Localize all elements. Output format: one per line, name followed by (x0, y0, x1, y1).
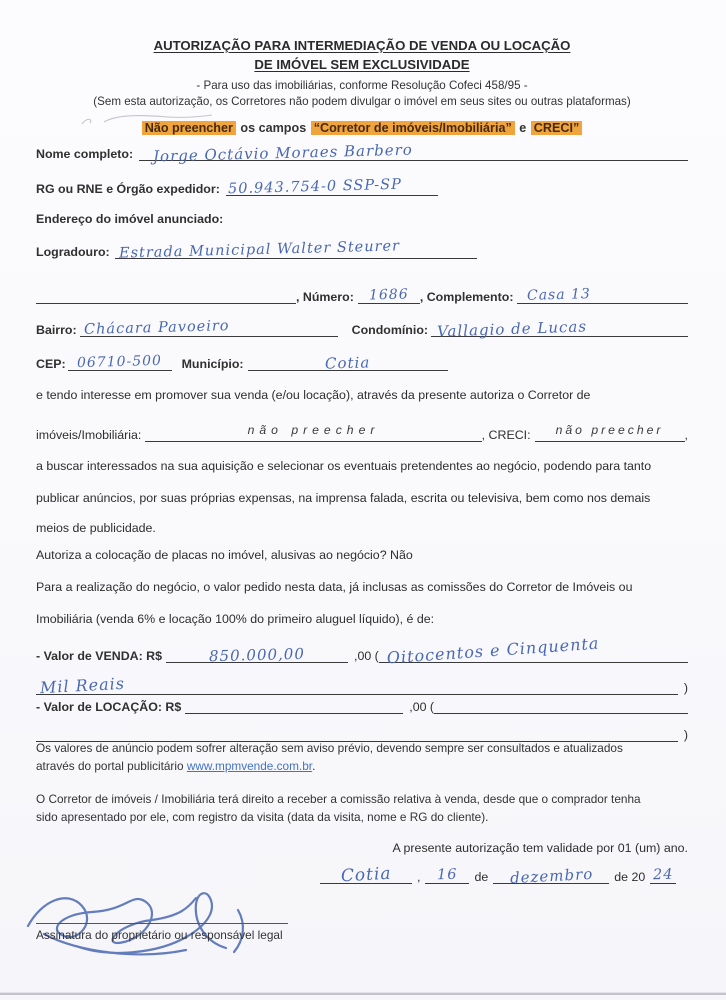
notice-highlight-2: “Corretor de imóveis/Imobiliária” (311, 121, 515, 135)
locacao-cents-label: ,00 ( (409, 700, 435, 714)
paragraph-portal-line2 (36, 758, 688, 776)
field-bairro-condominio (36, 317, 688, 341)
paragraph-validade-text: A presente autorização tem validade por 01 (um) ano. (392, 841, 688, 855)
cep-label: CEP: (36, 357, 66, 371)
signature-caption (36, 927, 688, 945)
paragraph-comissao-line2: sido apresentado por ele, com registro da visita (data da visita, nome e RG do cliente). (36, 809, 489, 824)
paragraph-placas-text: Autoriza a colocação de placas no imóvel, alusivas ao negócio? Não (36, 548, 413, 562)
paragraph-comissoes-text: Imobiliária (venda 6% e locação 100% do primeiro aluguel líquido), é de: (36, 612, 435, 626)
mes-handwritten-value: dezembro (509, 864, 594, 888)
logradouro-continuation-line (36, 286, 296, 304)
field-valor-venda (36, 633, 688, 668)
paragraph-interesse (36, 388, 688, 402)
valor-venda-line (166, 644, 348, 666)
paragraph-meios-text: meios de publicidade. (36, 521, 156, 535)
paragraph-valor-pedido (36, 580, 688, 594)
field-data-local (320, 863, 688, 888)
municipio-label: Município: (181, 357, 244, 371)
field-valor-venda-line2 (36, 673, 688, 698)
portal-link: www.mpmvende.com.br (186, 758, 313, 773)
locacao-extenso-line1 (434, 696, 688, 714)
signature-line (36, 906, 288, 924)
data-de2: de 20 (614, 870, 646, 884)
paragraph-validade (36, 841, 688, 855)
signature-line-row (36, 906, 288, 924)
notice-plain-2: e (515, 120, 530, 135)
complemento-line (517, 286, 688, 304)
bairro-handwritten-value: Chácara Pavoeiro (83, 318, 230, 338)
rg-line (226, 178, 438, 196)
valor-locacao-label: - Valor de LOCAÇÃO: R$ (36, 700, 182, 714)
condominio-line (431, 317, 688, 341)
endereco-section (36, 212, 688, 226)
endereco-section-label: Endereço do imóvel anunciado: (36, 212, 224, 226)
data-de1: de (474, 870, 489, 884)
cidade-line (320, 863, 412, 887)
logradouro-label: Logradouro: (36, 245, 110, 259)
field-logradouro (36, 238, 688, 262)
portal-line2-before: através do portal publicitário (36, 758, 187, 773)
nome-line (139, 140, 688, 166)
venda-extenso-handwritten-line1: Oitocentos e Cinquenta (386, 633, 600, 668)
valor-venda-handwritten-value: 850.000,00 (208, 644, 306, 666)
logradouro-line (115, 238, 477, 262)
municipio-handwritten-value: Cotia (324, 353, 371, 373)
portal-line2-after: . (312, 758, 316, 773)
field-rg (36, 178, 688, 196)
venda-close-paren: ) (683, 681, 688, 695)
field-corretor-creci (36, 424, 688, 442)
creci-typed-value: não preecher (555, 423, 664, 437)
rg-handwritten-value: 50.943.754-0 SSP-SP (227, 176, 402, 198)
nome-label: Nome completo: (36, 147, 134, 161)
numero-label: , Número: (296, 290, 354, 304)
pencil-scribble (78, 106, 228, 130)
field-valor-locacao (36, 696, 688, 714)
form-subtitle-line2: (Sem esta autorização, os Corretores não podem divulgar o imóvel em seus sites ou outras plataformas) (93, 94, 631, 108)
paragraph-buscar-text: a buscar interessados na sua aquisição e selecionar os eventuais pretendentes ao negócio, podendo para tanto (36, 459, 652, 473)
paragraph-interesse-text: e tendo interesse em promover sua venda (e/ou locação), através da presente autoriza o Corretor de (36, 388, 591, 402)
creci-line (535, 424, 685, 442)
corretor-label: imóveis/Imobiliária: (36, 428, 142, 442)
paragraph-buscar (36, 459, 688, 473)
paragraph-comissao-line1: O Corretor de imóveis / Imobiliária terá direito a receber a comissão relativa à venda, desde que o comprador tenha (36, 792, 641, 806)
paragraph-publicar (36, 491, 688, 505)
valor-locacao-line (185, 696, 403, 714)
notice-highlight-3: CRECI” (531, 121, 582, 135)
nome-handwritten-value: Jorge Octávio Moraes Barbero (152, 140, 414, 166)
paragraph-comissoes (36, 612, 688, 626)
condominio-handwritten-value: Vallagio de Lucas (436, 317, 588, 341)
venda-extenso-handwritten-line2: Mil Reais (39, 673, 126, 698)
valor-venda-label: - Valor de VENDA: R$ (36, 649, 162, 663)
field-nome (36, 140, 688, 166)
form-title-line1: AUTORIZAÇÃO PARA INTERMEDIAÇÃO DE VENDA OU LOCAÇÃO (153, 38, 571, 53)
creci-label: , CRECI: (481, 428, 531, 442)
venda-extenso-line2 (36, 673, 678, 698)
creci-suffix-comma: , (684, 428, 688, 442)
corretor-line (145, 424, 481, 442)
paragraph-publicar-text: publicar anúncios, por suas próprias expensas, na imprensa falada, escrita ou televisiva, bem como nos demais (36, 491, 651, 505)
corretor-typed-value: não preecher (247, 423, 380, 437)
venda-extenso-line1 (379, 633, 688, 668)
paragraph-valor-pedido-text: Para a realização do negócio, o valor pedido nesta data, já inclusas as comissões do Corretor de Imóveis ou (36, 580, 633, 594)
cidade-handwritten-value: Cotia (340, 863, 392, 887)
paragraph-meios (36, 521, 688, 535)
field-numero-complemento (36, 286, 688, 304)
complemento-handwritten-value: Casa 13 (527, 286, 592, 304)
notice-plain-1: os campos (236, 120, 310, 135)
mes-line (493, 864, 609, 888)
ano-handwritten-value: 24 (652, 866, 674, 884)
logradouro-handwritten-value: Estrada Municipal Walter Steurer (118, 238, 400, 262)
complemento-label: , Complemento: (419, 290, 514, 304)
numero-handwritten-value: 1686 (368, 286, 409, 304)
locacao-close-paren: ) (683, 728, 688, 742)
field-cep-municipio (36, 353, 688, 371)
paragraph-portal (36, 740, 688, 775)
dia-handwritten-value: 16 (437, 866, 458, 884)
bairro-line (80, 319, 338, 337)
municipio-line (248, 353, 448, 371)
form-subtitle-line1: - Para uso das imobiliárias, conforme Resolução Cofeci 458/95 - (196, 79, 528, 93)
paragraph-placas (36, 548, 688, 562)
numero-line (358, 286, 420, 304)
rg-label: RG ou RNE e Órgão expedidor: (36, 182, 220, 196)
cep-line (68, 353, 172, 371)
data-comma: , (417, 870, 421, 884)
dia-line (425, 866, 469, 884)
paragraph-comissao (36, 791, 688, 826)
signature-caption-text: Assinatura do proprietário ou responsável legal (36, 928, 283, 942)
scan-edge-line (0, 993, 726, 995)
form-title-line2: DE IMÓVEL SEM EXCLUSIVIDADE (254, 57, 470, 73)
venda-cents-label: ,00 ( (354, 649, 379, 663)
notice-highlight-1: Não preencher (142, 121, 236, 135)
ano-line (650, 866, 676, 884)
bairro-label: Bairro: (36, 323, 77, 337)
condominio-label: Condomínio: (351, 323, 429, 337)
cep-handwritten-value: 06710-500 (76, 352, 163, 372)
paragraph-portal-line1: Os valores de anúncio podem sofrer alteração sem aviso prévio, devendo sempre ser consultados e atualizados (36, 741, 623, 755)
